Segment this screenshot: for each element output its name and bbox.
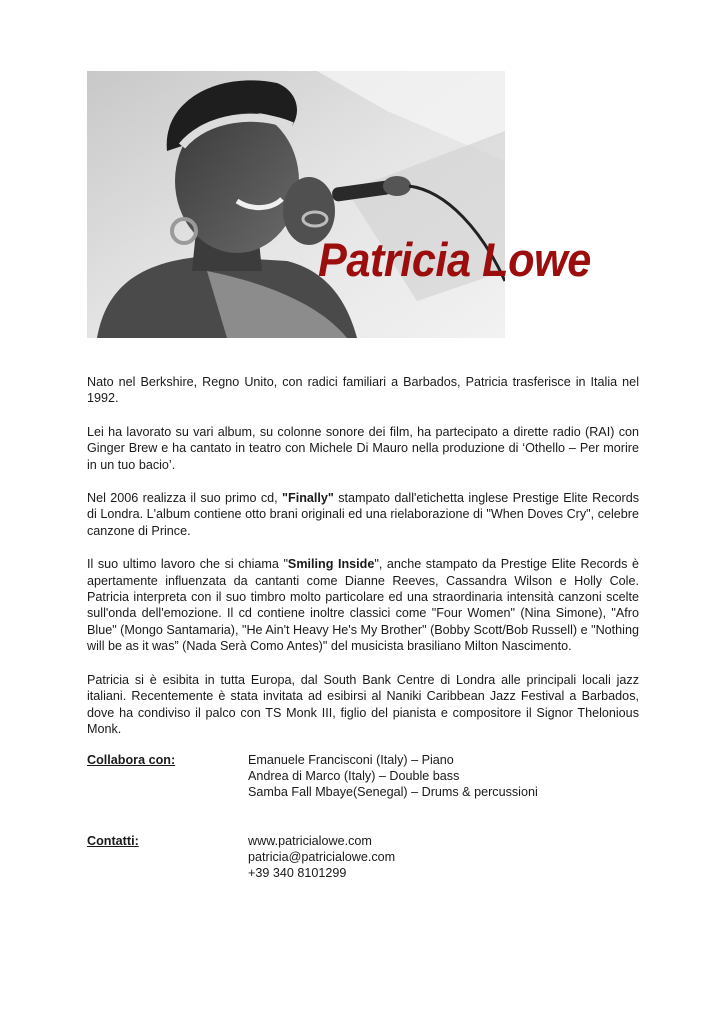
p3-before: Nel 2006 realizza il suo primo cd,: [87, 491, 283, 506]
bio-paragraph-2: Lei ha lavorato su vari album, su colonne sonore dei film, ha partecipato a dirette radio (RAI) con Ginger Brew e ha cantato in teatro con Michele Di Mauro nella produzione di ‘Othello – Per morire in un tuo bacio’.: [87, 424, 639, 472]
artist-name-title: [318, 232, 591, 287]
contacts-section: [87, 833, 647, 885]
singer-photo-illustration: [87, 71, 505, 338]
collaborator-item: Andrea di Marco (Italy) – Double bass: [248, 769, 460, 784]
biography: [87, 374, 639, 754]
contacts-list: [248, 833, 588, 882]
contact-website[interactable]: www.patricialowe.com: [248, 834, 372, 848]
bio-paragraph-1: Nato nel Berkshire, Regno Unito, con radici familiari a Barbados, Patricia trasferisce in Italia nel 1992.: [87, 375, 639, 406]
contact-email[interactable]: patricia@patricialowe.com: [248, 850, 396, 865]
collaborator-item: Emanuele Francisconi (Italy) – Piano: [248, 753, 454, 767]
collaborators-list: [248, 752, 588, 801]
collaborators-label: Collabora con:: [87, 753, 176, 767]
last-name: Lowe: [482, 233, 591, 286]
artist-photo: [87, 71, 505, 338]
p4-before: Il suo ultimo lavoro che si chiama ": [87, 557, 288, 572]
bio-paragraph-3: [87, 490, 639, 539]
first-name: Patricia: [318, 233, 471, 286]
collaborator-item: Samba Fall Mbaye(Senegal) – Drums & percussioni: [248, 785, 538, 800]
album-finally: "Finally": [282, 491, 334, 506]
bio-paragraph-4: [87, 556, 639, 654]
contact-phone: +39 340 8101299: [248, 866, 347, 881]
collaborators-section: [87, 752, 647, 804]
contacts-label: Contatti:: [87, 834, 139, 848]
p4-after: ", anche stampato da Prestige Elite Records è apertamente influenzata da cantanti come Dianne Reeves, Cassandra Wilson e Holly Cole. Patricia interpreta con il suo timbro molto particolare ed una straordinaria intensità canzoni scelte sull'onda dell'emozione. Il cd contiene inoltre classici come "Four Women" (Nina Simone), "Afro Blue" (Mongo Santamaria), "He Ain't Heavy He's My Brother" (Bobby Scott/Bob Russell) e "Nothing will be as it was” (Nada Serà Como Antes)" del musicista brasiliano Milton Nascimento.: [87, 557, 639, 654]
p3-after: stampato dall'etichetta inglese Prestige Elite Records di Londra. L'album contiene otto brani originali ed una rielaborazione di "When Doves Cry", celebre canzone di Prince.: [87, 491, 639, 538]
album-smiling-inside: Smiling Inside: [287, 557, 375, 572]
bio-paragraph-5: Patricia si è esibita in tutta Europa, dal South Bank Centre di Londra alle principali locali jazz italiani. Recentemente è stata invitata ad esibirsi al Naniki Caribbean Jazz Festival a Barbados, dove ha condiviso il palco con TS Monk III, figlio del pianista e compositore il Signor Thelonious Monk.: [87, 672, 639, 736]
